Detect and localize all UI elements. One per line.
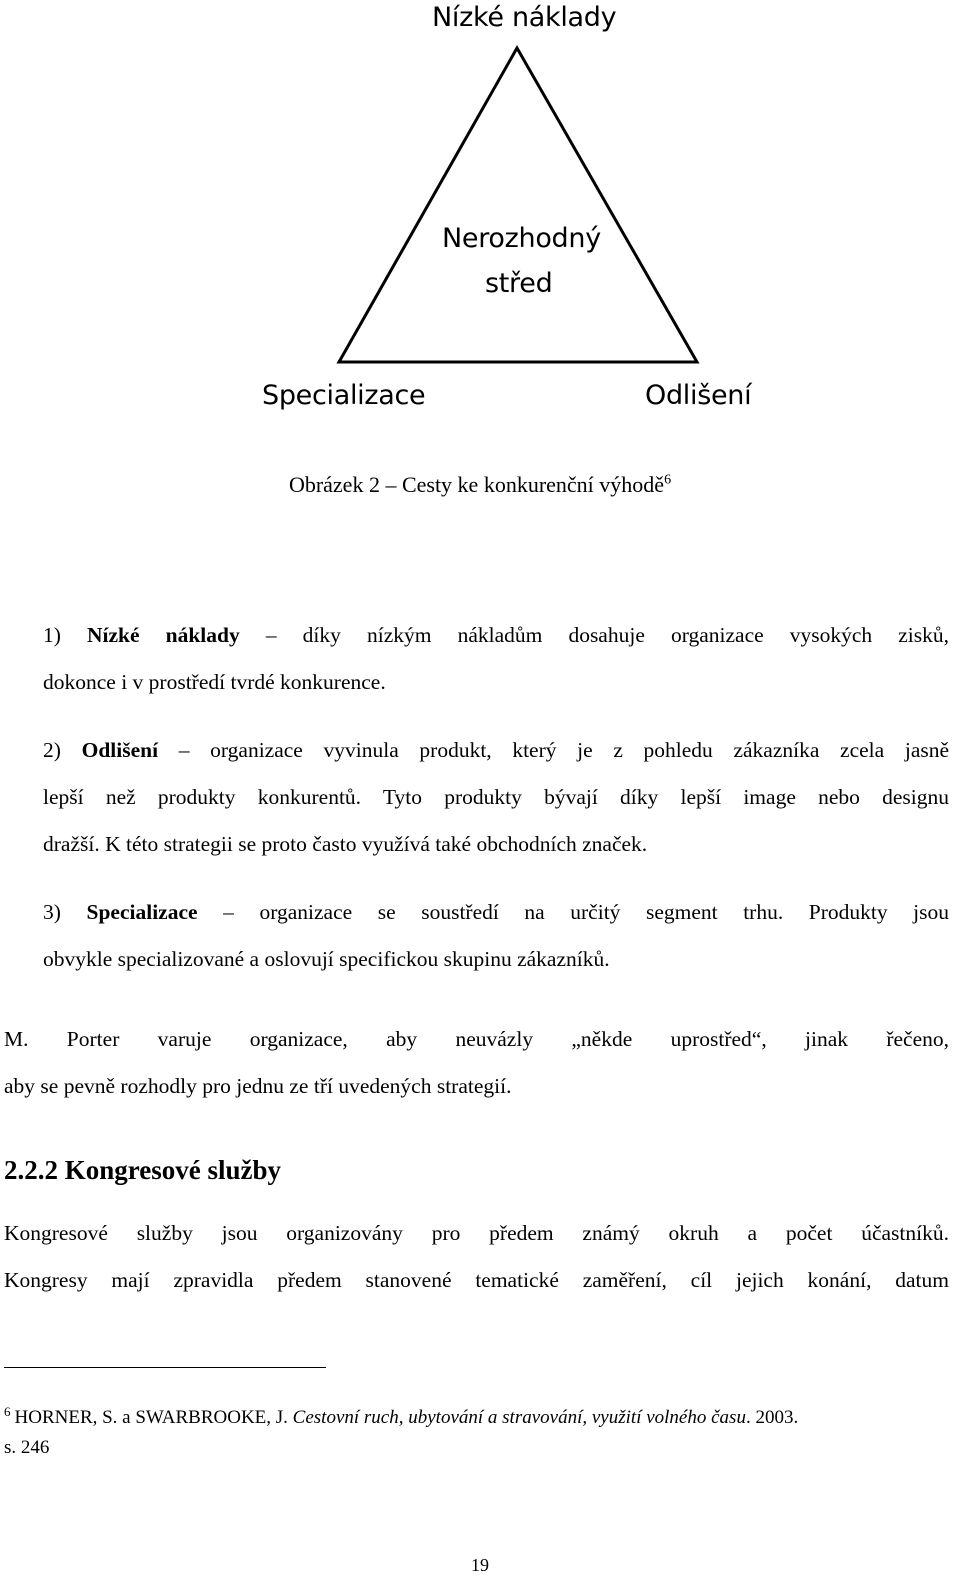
item-differentiation-line2: lepší než produkty konkurentů. Tyto produkty bývají díky lepší image nebo designu: [43, 785, 949, 809]
strategy-triangle-diagram: [0, 0, 960, 430]
caption-text: Obrázek 2 – Cesty ke konkurenční výhodě: [288, 472, 665, 497]
label-low-costs: Nízké náklady: [432, 2, 617, 33]
footnote: [4, 1403, 952, 1463]
footnote-title: Cestovní ruch, ubytování a stravování, využití volného času: [292, 1407, 746, 1428]
porter-line2: aby se pevně rozhodly pro jednu ze tří uvedených strategií.: [4, 1074, 512, 1098]
label-undecided-line2: střed: [485, 268, 553, 299]
item-specialization-line1: 3) Specializace – organizace se soustředí na určitý segment trhu. Produkty jsou: [43, 900, 950, 924]
congress-line2: Kongresy mají zpravidla předem stanovené tematické zaměření, cíl jejich konání, datum: [4, 1268, 949, 1292]
porter-paragraph: [4, 1016, 949, 1110]
item-differentiation-line3: dražší. K této strategii se proto často využívá také obchodních značek.: [43, 832, 648, 856]
item-low-costs: [43, 612, 949, 706]
footnote-rest: . 2003.: [745, 1407, 799, 1428]
congress-line1: Kongresové služby jsou organizovány pro předem známý okruh a počet účastníků.: [4, 1221, 949, 1245]
label-differentiation: Odlišení: [645, 380, 752, 411]
item-specialization: [43, 889, 949, 983]
label-specialization: Specializace: [262, 380, 426, 411]
footnote-author: HORNER, S. a SWARBROOKE, J.: [14, 1407, 288, 1428]
figure-caption: [0, 472, 960, 498]
item-low-costs-line2: dokonce i v prostředí tvrdé konkurence.: [43, 670, 386, 694]
term-specialization: Specializace: [86, 900, 198, 924]
triangle-shape: [0, 0, 960, 430]
caption-footnote-ref: 6: [664, 472, 672, 488]
item-differentiation: [43, 727, 949, 868]
page-number: 19: [471, 1555, 489, 1575]
footnote-line1: [4, 1403, 952, 1433]
footnote-line2: s. 246: [4, 1437, 50, 1458]
item-specialization-line2: obvykle specializované a oslovují specifickou skupinu zákazníků.: [43, 947, 610, 971]
term-low-costs: Nízké náklady: [87, 623, 240, 647]
item-low-costs-line1: 1) Nízké náklady – díky nízkým nákladům dosahuje organizace vysokých zisků,: [43, 623, 950, 647]
section-heading: 2.2.2 Kongresové služby: [4, 1155, 282, 1185]
item-differentiation-line1: 2) Odlišení – organizace vyvinula produkt, který je z pohledu zákazníka zcela jasně: [43, 738, 950, 762]
porter-line1: M. Porter varuje organizace, aby neuvázly „někde uprostřed“, jinak řečeno,: [4, 1027, 949, 1051]
congress-paragraph: [4, 1210, 949, 1304]
term-differentiation: Odlišení: [81, 738, 159, 762]
label-undecided-line1: Nerozhodný: [442, 223, 601, 254]
footnote-number: 6: [4, 1403, 11, 1419]
footnote-divider: [4, 1367, 326, 1368]
